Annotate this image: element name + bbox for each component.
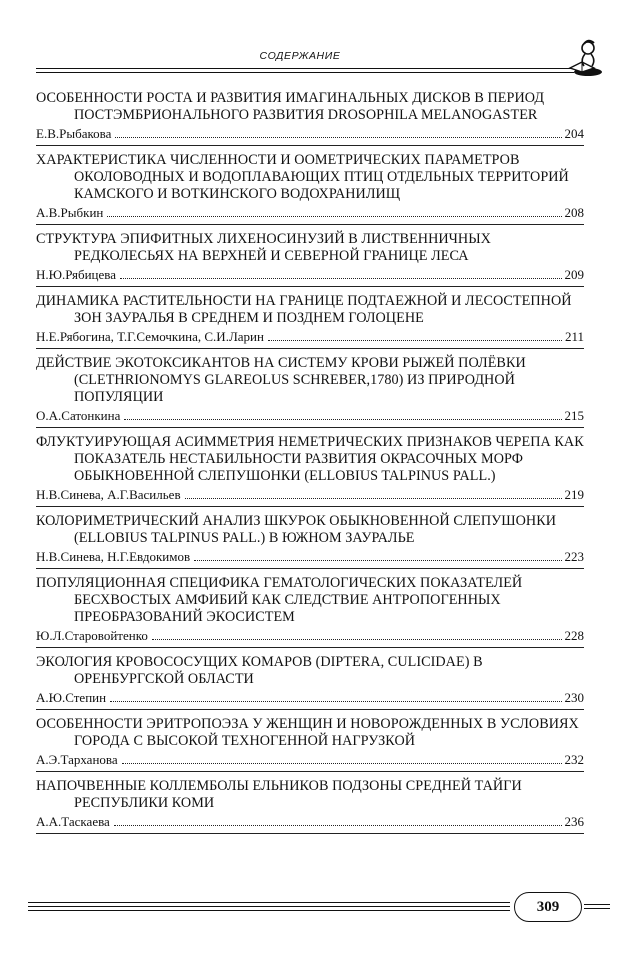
- footer-rule-right: [584, 904, 610, 905]
- toc-entry: [36, 434, 584, 507]
- entry-title: СТРУКТУРА ЭПИФИТНЫХ ЛИХЕНОСИНУЗИЙ В ЛИСТВЕННИЧНЫХ РЕДКОЛЕСЬЯХ НА ВЕРХНЕЙ И СЕВЕРНОЙ ГРАНИЦЕ ЛЕСА: [36, 231, 491, 264]
- entry-page-number: 219: [564, 487, 584, 502]
- dot-leader: [114, 825, 562, 826]
- header-rule-thin: [36, 72, 574, 73]
- running-header: [36, 38, 604, 78]
- toc-entry: [36, 513, 584, 569]
- dot-leader: [152, 639, 562, 640]
- header-rule: [36, 68, 574, 69]
- entry-page-number: 236: [564, 814, 584, 829]
- entry-author-line: [36, 813, 584, 830]
- footer-rule: [28, 906, 510, 907]
- entry-authors: А.Ю.Степин: [36, 690, 107, 705]
- footer-rule-right: [584, 908, 610, 909]
- entry-title: НАПОЧВЕННЫЕ КОЛЛЕМБОЛЫ ЕЛЬНИКОВ ПОДЗОНЫ СРЕДНЕЙ ТАЙГИ РЕСПУБЛИКИ КОМИ: [36, 778, 522, 811]
- dot-leader: [107, 216, 561, 217]
- dot-leader: [110, 701, 561, 702]
- dot-leader: [268, 340, 562, 341]
- entry-page-number: 211: [564, 329, 584, 344]
- toc-entry: [36, 778, 584, 834]
- page-number: 309: [514, 892, 582, 922]
- entry-authors: А.В.Рыбкин: [36, 205, 104, 220]
- toc-entry: [36, 716, 584, 772]
- entry-author-line: [36, 328, 584, 345]
- entry-title: ФЛУКТУИРУЮЩАЯ АСИММЕТРИЯ НЕМЕТРИЧЕСКИХ ПРИЗНАКОВ ЧЕРЕПА КАК ПОКАЗАТЕЛЬ НЕСТАБИЛЬНОСТИ РАЗВИТИЯ ОКРАСОЧНЫХ МОРФ ОБЫКНОВЕННОЙ СЛЕПУШОНКИ (ELLOBIUS TALPINUS PALL.): [36, 434, 584, 484]
- entry-title: ХАРАКТЕРИСТИКА ЧИСЛЕННОСТИ И ООМЕТРИЧЕСКИХ ПАРАМЕТРОВ ОКОЛОВОДНЫХ И ВОДОПЛАВАЮЩИХ ПТИЦ ОТДЕЛЬНЫХ ТЕРРИТОРИЙ КАМСКОГО И ВОТКИНСКОГО ВОДОХРАНИЛИЩ: [36, 152, 569, 202]
- page-footer: [28, 890, 612, 930]
- toc-entry: [36, 90, 584, 146]
- entry-page-number: 228: [564, 628, 584, 643]
- entry-authors: Н.Ю.Рябицева: [36, 267, 116, 282]
- entry-authors: Е.В.Рыбакова: [36, 126, 112, 141]
- dot-leader: [120, 278, 562, 279]
- toc-entry: [36, 293, 584, 349]
- dot-leader: [194, 560, 561, 561]
- entry-author-line: [36, 407, 584, 424]
- entry-title: ОСОБЕННОСТИ ЭРИТРОПОЭЗА У ЖЕНЩИН И НОВОРОЖДЕННЫХ В УСЛОВИЯХ ГОРОДА С ВЫСОКОЙ ТЕХНОГЕННОЙ НАГРУЗКОЙ: [36, 716, 579, 749]
- entry-page-number: 208: [564, 205, 584, 220]
- dot-leader: [115, 137, 561, 138]
- entry-title: КОЛОРИМЕТРИЧЕСКИЙ АНАЛИЗ ШКУРОК ОБЫКНОВЕННОЙ СЛЕПУШОНКИ (ELLOBIUS TALPINUS PALL.) В ЮЖНОМ ЗАУРАЛЬЕ: [36, 513, 557, 546]
- entry-page-number: 232: [564, 752, 584, 767]
- entry-author-line: [36, 548, 584, 565]
- toc-entry: [36, 654, 584, 710]
- entry-page-number: 223: [564, 549, 584, 564]
- entry-page-number: 209: [564, 267, 584, 282]
- entry-title: ДЕЙСТВИЕ ЭКОТОКСИКАНТОВ НА СИСТЕМУ КРОВИ РЫЖЕЙ ПОЛЁВКИ (CLETHRIONOMYS GLAREOLUS SCHREBER,1780) ИЗ ПРИРОДНОЙ ПОПУЛЯЦИИ: [36, 355, 526, 405]
- entry-page-number: 230: [564, 690, 584, 705]
- entry-title: ЭКОЛОГИЯ КРОВОСОСУЩИХ КОМАРОВ (DIPTERA, CULICIDAE) В ОРЕНБУРГСКОЙ ОБЛАСТИ: [36, 654, 483, 687]
- toc-entry: [36, 231, 584, 287]
- entry-author-line: [36, 751, 584, 768]
- entry-author-line: [36, 627, 584, 644]
- toc-entry: [36, 575, 584, 648]
- dot-leader: [185, 498, 562, 499]
- table-of-contents: [36, 90, 584, 840]
- entry-title: ОСОБЕННОСТИ РОСТА И РАЗВИТИЯ ИМАГИНАЛЬНЫХ ДИСКОВ В ПЕРИОД ПОСТЭМБРИОНАЛЬНОГО РАЗВИТИЯ DROSOPHILA MELANOGASTER: [36, 90, 545, 123]
- entry-author-line: [36, 486, 584, 503]
- entry-authors: Ю.Л.Старовойтенко: [36, 628, 148, 643]
- entry-author-line: [36, 689, 584, 706]
- footer-rule: [28, 910, 510, 911]
- entry-author-line: [36, 266, 584, 283]
- entry-page-number: 204: [564, 126, 584, 141]
- entry-page-number: 215: [564, 408, 584, 423]
- section-title: СОДЕРЖАНИЕ: [259, 50, 341, 62]
- dot-leader: [124, 419, 561, 420]
- toc-entry: [36, 152, 584, 225]
- entry-title: ПОПУЛЯЦИОННАЯ СПЕЦИФИКА ГЕМАТОЛОГИЧЕСКИХ ПОКАЗАТЕЛЕЙ БЕСХВОСТЫХ АМФИБИЙ КАК СЛЕДСТВИЕ АНТРОПОГЕННЫХ ПРЕОБРАЗОВАНИЙ ЭКОСИСТЕМ: [36, 575, 523, 625]
- entry-authors: Н.Е.Рябогина, Т.Г.Семочкина, С.И.Ларин: [36, 329, 264, 344]
- entry-author-line: [36, 125, 584, 142]
- dot-leader: [122, 763, 562, 764]
- entry-authors: Н.В.Синева, А.Г.Васильев: [36, 487, 181, 502]
- entry-authors: О.А.Сатонкина: [36, 408, 121, 423]
- entry-authors: Н.В.Синева, Н.Г.Евдокимов: [36, 549, 191, 564]
- footer-rule: [28, 902, 510, 903]
- book-reader-icon: [558, 38, 604, 78]
- entry-title: ДИНАМИКА РАСТИТЕЛЬНОСТИ НА ГРАНИЦЕ ПОДТАЕЖНОЙ И ЛЕСОСТЕПНОЙ ЗОН ЗАУРАЛЬЯ В СРЕДНЕМ И ПОЗДНЕМ ГОЛОЦЕНЕ: [36, 293, 572, 326]
- toc-entry: [36, 355, 584, 428]
- entry-author-line: [36, 204, 584, 221]
- entry-authors: А.Э.Тарханова: [36, 752, 118, 767]
- entry-authors: А.А.Таскаева: [36, 814, 110, 829]
